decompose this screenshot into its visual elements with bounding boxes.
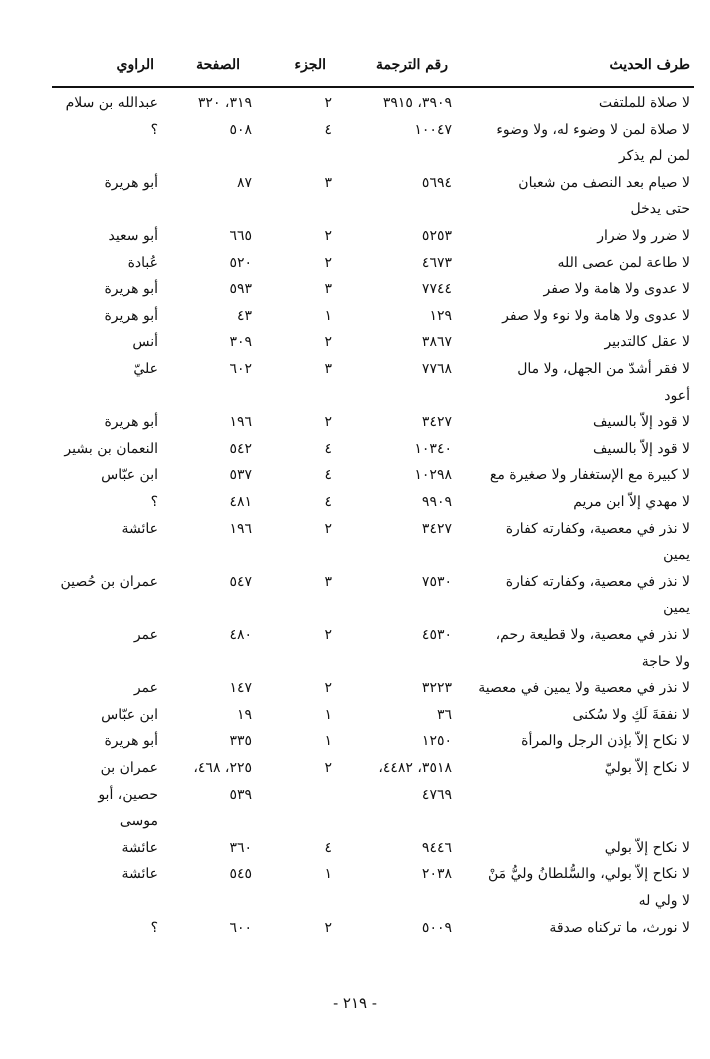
cell-tarjama: ١٢٩ bbox=[429, 307, 452, 324]
table-row bbox=[0, 170, 710, 196]
cell-rawi: ابن عبّاس bbox=[101, 706, 158, 723]
cell-hadith: لا نكاح إلاّ بولي bbox=[604, 839, 690, 856]
table-row bbox=[0, 516, 710, 542]
cell-hadith: لا نكاح إلاّ بوليّ bbox=[604, 760, 690, 776]
cell-juz: ١ bbox=[324, 307, 332, 324]
cell-rawi: أبو هريرة bbox=[104, 174, 158, 191]
cell-page: ٤٣ bbox=[236, 307, 252, 324]
table-row bbox=[0, 782, 710, 808]
cell-hadith: لا عقل كالتدبير bbox=[604, 334, 690, 351]
cell-rawi: أبو هريرة bbox=[104, 414, 158, 431]
cell-hadith: لا صلاة لمن لا وضوء له، ولا وضوء bbox=[496, 121, 690, 138]
cell-juz: ٤ bbox=[324, 440, 332, 457]
cell-hadith: لا عدوى ولا هامة ولا صفر bbox=[543, 281, 690, 298]
cell-juz: ١ bbox=[324, 866, 332, 883]
table-row bbox=[0, 702, 710, 728]
cell-page: ١٩٦ bbox=[229, 520, 252, 537]
cell-rawi: عليّ bbox=[133, 361, 158, 377]
table-row bbox=[0, 409, 710, 435]
cell-tarjama: ٩٤٤٦ bbox=[421, 839, 452, 856]
table-row bbox=[0, 356, 710, 382]
cell-tarjama: ٧٧٤٤ bbox=[421, 281, 452, 298]
cell-hadith: لا نذر في معصية، وكفارته كفارة bbox=[505, 573, 690, 590]
cell-page: ٦٦٥ bbox=[229, 228, 252, 244]
table-row bbox=[0, 250, 710, 276]
cell-hadith: لا صلاة للملتفت bbox=[598, 95, 690, 111]
cell-tarjama: ٤٦٧٣ bbox=[421, 254, 452, 271]
table-row bbox=[0, 542, 710, 568]
cell-tarjama: ٩٩٠٩ bbox=[421, 494, 452, 510]
cell-hadith: لا ولي له bbox=[638, 893, 690, 909]
table-row bbox=[0, 436, 710, 462]
table-row bbox=[0, 915, 710, 941]
cell-hadith: لا نكاح إلاّ بولي، والسُّلطانُ وليُّ مَنْ bbox=[488, 866, 690, 883]
cell-hadith: لا صيام بعد النصف من شعبان bbox=[518, 174, 690, 191]
cell-rawi: عائشة bbox=[121, 839, 158, 856]
cell-hadith: لا قود إلاّ بالسيف bbox=[592, 414, 690, 431]
cell-juz: ٢ bbox=[324, 334, 332, 351]
cell-juz: ٢ bbox=[324, 627, 332, 643]
cell-page: ٨٧ bbox=[236, 174, 252, 191]
cell-rawi: عبدالله بن سلام bbox=[65, 95, 158, 111]
table-row bbox=[0, 755, 710, 781]
cell-juz: ٤ bbox=[324, 121, 332, 138]
cell-tarjama: ٣٦ bbox=[436, 706, 452, 723]
cell-juz: ١ bbox=[324, 706, 332, 723]
cell-page: ٥٢٠ bbox=[229, 254, 252, 271]
cell-page: ٥٤٧ bbox=[229, 573, 252, 590]
cell-page: ٦٠٠ bbox=[229, 919, 252, 936]
cell-hadith: لا فقر أشدّ من الجهل، ولا مال bbox=[517, 361, 690, 377]
cell-tarjama: ٥٦٩٤ bbox=[421, 174, 452, 191]
cell-hadith: لا نذر في معصية، وكفارته كفارة bbox=[505, 520, 690, 537]
cell-hadith: يمين bbox=[663, 547, 690, 564]
cell-rawi: عمر bbox=[133, 627, 158, 643]
cell-juz: ٢ bbox=[324, 520, 332, 537]
table-row bbox=[0, 835, 710, 861]
table-row bbox=[0, 462, 710, 488]
cell-rawi: عمران بن bbox=[100, 760, 158, 776]
cell-hadith: لا نفقةَ لَكِ ولا سُكنى bbox=[572, 706, 690, 723]
cell-hadith: لا كبيرة مع الإستغفار ولا صغيرة مع bbox=[489, 467, 690, 484]
table-row bbox=[0, 675, 710, 701]
table-row bbox=[0, 303, 710, 329]
cell-hadith: لا قود إلاّ بالسيف bbox=[592, 440, 690, 457]
cell-juz: ٢ bbox=[324, 760, 332, 776]
cell-juz: ٣ bbox=[324, 361, 332, 377]
cell-tarjama: ٣٥١٨، ٤٤٨٢، bbox=[378, 760, 452, 776]
cell-rawi: أبو هريرة bbox=[104, 281, 158, 298]
table-row bbox=[0, 569, 710, 595]
table-row bbox=[0, 622, 710, 648]
header-tarjama: رقم الترجمة bbox=[375, 57, 448, 73]
header-juz: الجزء bbox=[294, 57, 326, 73]
cell-rawi: أبو هريرة bbox=[104, 733, 158, 750]
cell-page: ٣١٩، ٣٢٠ bbox=[197, 95, 252, 111]
cell-rawi: ؟ bbox=[150, 121, 158, 138]
table-row bbox=[0, 196, 710, 222]
cell-rawi: أنس bbox=[132, 334, 158, 351]
table-row bbox=[0, 223, 710, 249]
cell-rawi: عمر bbox=[133, 680, 158, 697]
cell-tarjama: ١٠٢٩٨ bbox=[414, 467, 452, 484]
cell-rawi: حصين، أبو bbox=[98, 786, 158, 803]
table-row bbox=[0, 728, 710, 754]
cell-hadith: لا نذر في معصية، ولا قطيعة رحم، bbox=[495, 627, 690, 643]
cell-tarjama: ٤٧٦٩ bbox=[421, 786, 452, 803]
cell-page: ٥٩٣ bbox=[229, 281, 252, 298]
cell-hadith: لمن لم يذكر bbox=[618, 148, 690, 165]
cell-tarjama: ٣٤٢٧ bbox=[421, 414, 452, 431]
cell-page: ٣٦٠ bbox=[229, 839, 252, 856]
cell-tarjama: ٧٥٣٠ bbox=[421, 573, 452, 590]
cell-page: ١٩ bbox=[236, 706, 252, 723]
cell-page: ٣٣٥ bbox=[229, 733, 252, 750]
cell-juz: ٢ bbox=[324, 680, 332, 697]
cell-hadith: يمين bbox=[663, 600, 690, 617]
cell-rawi: ؟ bbox=[150, 494, 158, 510]
cell-tarjama: ٥٢٥٣ bbox=[421, 228, 452, 244]
cell-rawi: موسى bbox=[119, 813, 158, 830]
cell-page: ٥٤٢ bbox=[229, 440, 252, 457]
table-row bbox=[0, 90, 710, 116]
cell-hadith: حتى يدخل bbox=[630, 201, 690, 218]
cell-tarjama: ٧٧٦٨ bbox=[421, 361, 452, 377]
cell-tarjama: ٥٠٠٩ bbox=[421, 919, 452, 936]
cell-tarjama: ٣٨٦٧ bbox=[421, 334, 452, 351]
cell-juz: ٢ bbox=[324, 254, 332, 271]
table-row bbox=[0, 117, 710, 143]
cell-page: ٥٠٨ bbox=[229, 121, 252, 138]
cell-juz: ٣ bbox=[324, 573, 332, 590]
table-row bbox=[0, 143, 710, 169]
cell-hadith: لا نذر في معصية ولا يمين في معصية bbox=[478, 680, 690, 697]
cell-page: ٥٣٧ bbox=[229, 467, 252, 484]
cell-page: ٣٠٩ bbox=[229, 334, 252, 351]
cell-rawi: عائشة bbox=[121, 520, 158, 537]
cell-page: ٦٠٢ bbox=[229, 361, 252, 377]
cell-hadith: ولا حاجة bbox=[641, 653, 690, 670]
cell-page: ١٤٧ bbox=[229, 680, 252, 697]
cell-hadith: لا طاعة لمن عصى الله bbox=[557, 254, 690, 271]
header-rule bbox=[52, 86, 694, 88]
cell-page: ٥٣٩ bbox=[229, 786, 252, 803]
cell-hadith: لا نورث، ما تركناه صدقة bbox=[549, 919, 690, 936]
table-row bbox=[0, 861, 710, 887]
table-header bbox=[0, 52, 710, 78]
header-page: الصفحة bbox=[196, 57, 240, 73]
cell-rawi: النعمان بن بشير bbox=[64, 440, 158, 457]
cell-juz: ٢ bbox=[324, 228, 332, 244]
table-row bbox=[0, 489, 710, 515]
cell-tarjama: ٣٢٢٣ bbox=[421, 680, 452, 697]
cell-tarjama: ١٠٣٤٠ bbox=[414, 440, 452, 457]
table-row bbox=[0, 276, 710, 302]
cell-juz: ٤ bbox=[324, 839, 332, 856]
cell-juz: ٣ bbox=[324, 174, 332, 191]
cell-page: ٥٤٥ bbox=[229, 866, 252, 883]
cell-tarjama: ٢٠٣٨ bbox=[421, 866, 452, 883]
cell-rawi: ابن عبّاس bbox=[101, 467, 158, 484]
table-row bbox=[0, 383, 710, 409]
cell-rawi: عمران بن حُصين bbox=[60, 573, 158, 590]
cell-rawi: أبو هريرة bbox=[104, 307, 158, 324]
cell-rawi: أبو سعيد bbox=[108, 228, 158, 244]
cell-juz: ٢ bbox=[324, 95, 332, 111]
cell-hadith: لا نكاح إلاّ بإذن الرجل والمرأة bbox=[521, 733, 690, 750]
cell-page: ٢٢٥، ٤٦٨، bbox=[193, 760, 252, 776]
cell-hadith: أعود bbox=[664, 387, 690, 404]
cell-tarjama: ١٢٥٠ bbox=[421, 733, 452, 750]
header-hadith: طرف الحديث bbox=[609, 57, 690, 73]
cell-juz: ٣ bbox=[324, 281, 332, 298]
table-row bbox=[0, 888, 710, 914]
cell-hadith: لا مهدي إلاّ ابن مريم bbox=[573, 494, 690, 510]
cell-tarjama: ٣٤٢٧ bbox=[421, 520, 452, 537]
cell-rawi: عائشة bbox=[121, 866, 158, 883]
cell-juz: ٤ bbox=[324, 494, 332, 510]
cell-juz: ٢ bbox=[324, 919, 332, 936]
cell-tarjama: ٤٥٣٠ bbox=[421, 627, 452, 643]
cell-hadith: لا عدوى ولا هامة ولا نوء ولا صفر bbox=[502, 307, 690, 324]
cell-page: ٤٨١ bbox=[229, 494, 252, 510]
page-number: - ٢١٩ - bbox=[333, 994, 377, 1012]
table-row bbox=[0, 808, 710, 834]
table-row bbox=[0, 649, 710, 675]
cell-juz: ٤ bbox=[324, 467, 332, 484]
cell-tarjama: ١٠٠٤٧ bbox=[414, 121, 452, 138]
cell-juz: ١ bbox=[324, 733, 332, 750]
cell-hadith: لا ضرر ولا ضرار bbox=[597, 228, 690, 244]
cell-page: ٤٨٠ bbox=[229, 627, 252, 643]
cell-juz: ٢ bbox=[324, 414, 332, 431]
cell-page: ١٩٦ bbox=[229, 414, 252, 431]
cell-rawi: عُبادة bbox=[127, 254, 158, 271]
header-rawi: الراوي bbox=[116, 57, 154, 73]
cell-rawi: ؟ bbox=[150, 919, 158, 936]
cell-tarjama: ٣٩٠٩، ٣٩١٥ bbox=[382, 95, 452, 111]
table-row bbox=[0, 595, 710, 621]
table-row bbox=[0, 329, 710, 355]
